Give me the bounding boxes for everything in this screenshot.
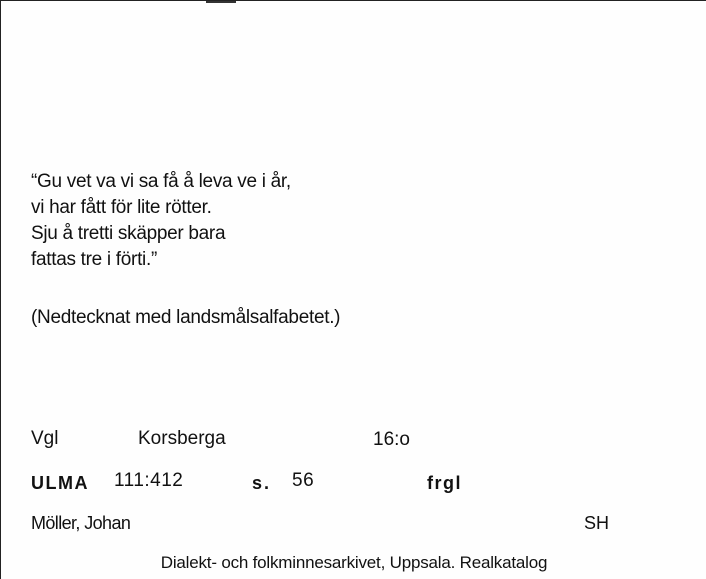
top-edge-mark <box>206 1 236 3</box>
recorder-name: Möller, Johan <box>31 513 131 533</box>
place-name: Korsberga <box>138 428 226 449</box>
region-code: Vgl <box>31 428 59 449</box>
verse-line: Sju å tretti skäpper bara <box>31 223 226 244</box>
page-label: s. <box>252 473 272 493</box>
record-number: 16:o <box>373 429 410 450</box>
archive-label: ULMA <box>31 473 89 493</box>
archive-footer: Dialekt- och folkminnesarkivet, Uppsala. Realkatalog <box>160 553 548 572</box>
verse-line: fattas tre i förti.” <box>31 249 157 270</box>
transcription-note: (Nedtecknat med landsmålsalfabetet.) <box>31 307 341 328</box>
category-code: frgl <box>427 473 462 493</box>
page-number: 56 <box>292 470 315 491</box>
verse-line: vi har fått för lite rötter. <box>31 197 212 218</box>
verse-block <box>31 169 291 273</box>
archive-reference: 111:412 <box>114 470 184 491</box>
verse-line: “Gu vet va vi sa få å leva ve i år, <box>31 171 291 192</box>
recorder-initials: SH <box>584 513 610 533</box>
